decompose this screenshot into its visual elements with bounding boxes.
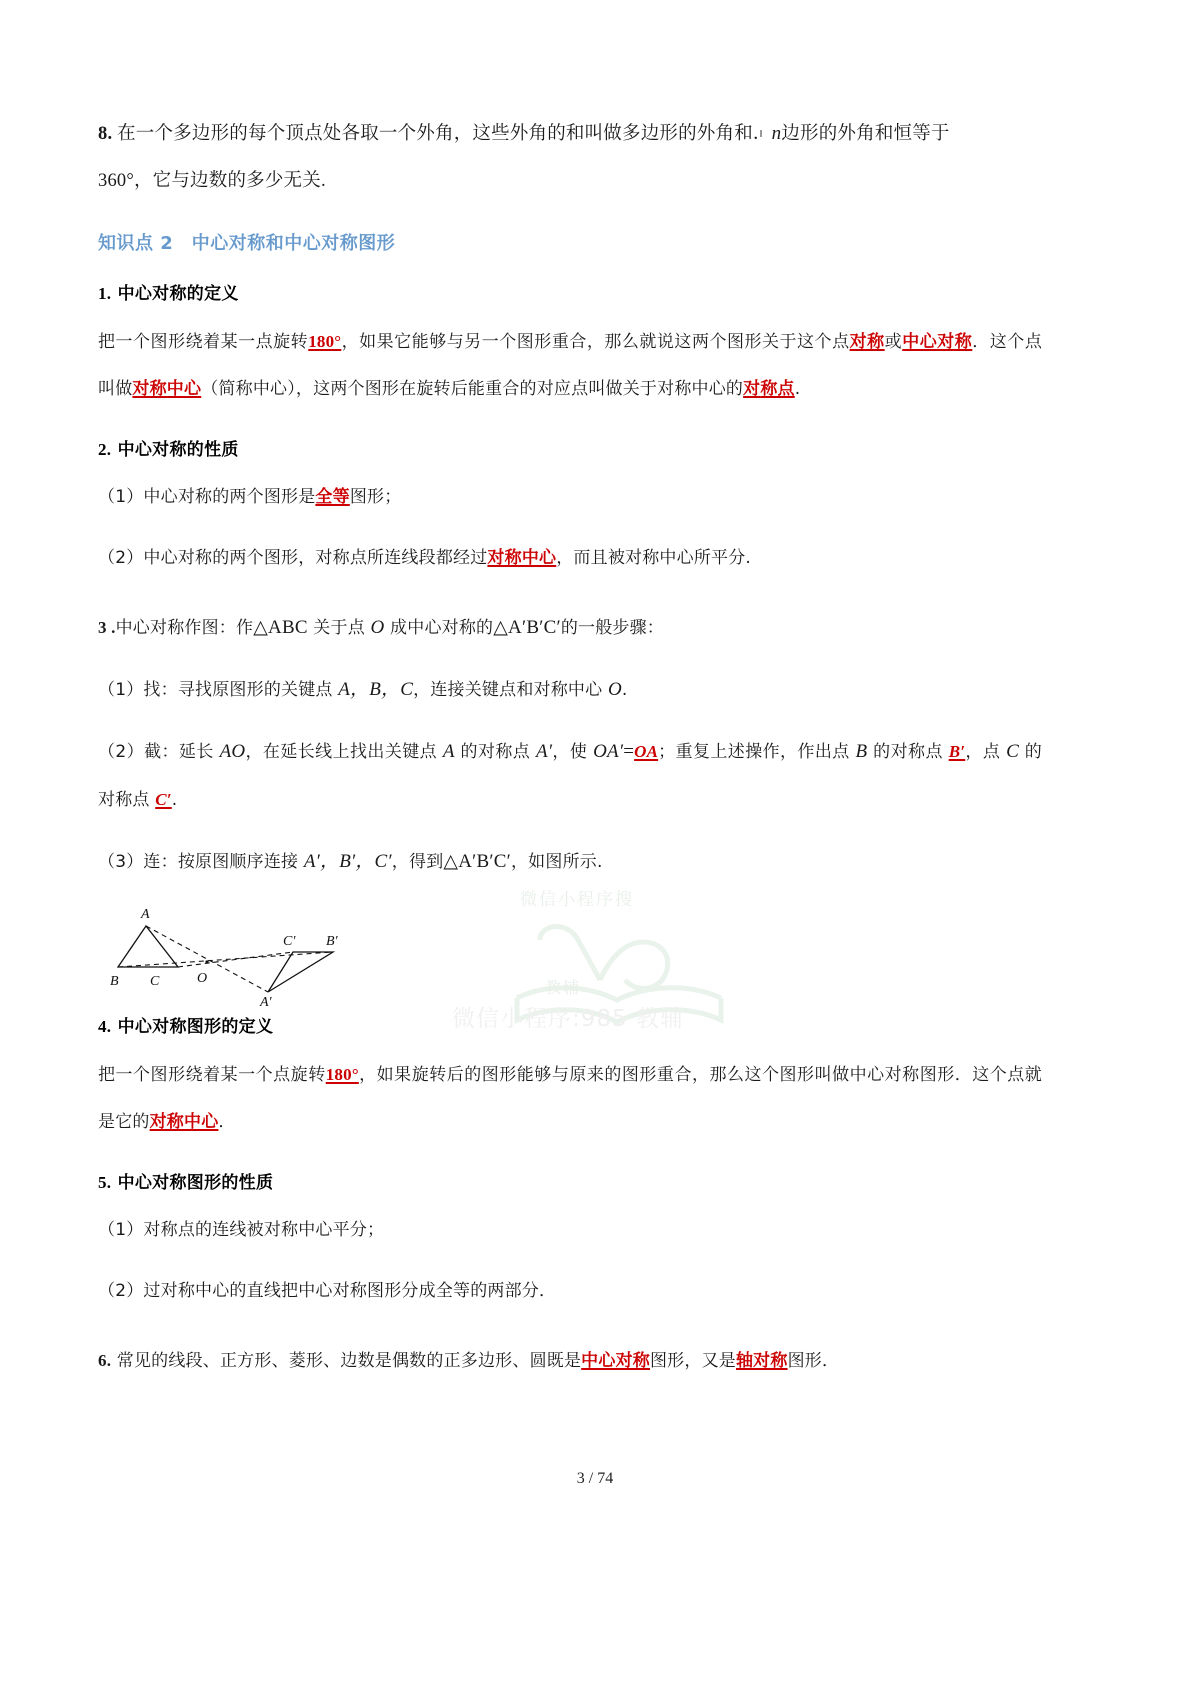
s6-a: 常见的线段、正方形、菱形、边数是偶数的正多边形、圆既是	[116, 1351, 582, 1371]
s4-l1-b: ，如果旋转后的图形能够与原来的图形重合，那么这个图形叫做中心对	[358, 1065, 903, 1085]
section-6-paragraph	[98, 1337, 1042, 1385]
s3-heading-b: 关于点	[307, 618, 371, 638]
section-3-heading	[98, 604, 1042, 652]
knowledge-point-heading: 知识点 2 中心对称和中心对称图形	[98, 233, 396, 254]
s3-step2-g: 点	[925, 742, 949, 762]
s1-l1-c: 或	[884, 332, 903, 352]
s3-step3-c: ，如图所示.	[510, 852, 603, 872]
s6-highlight-zhongxinduichen: 中心对称	[581, 1351, 650, 1371]
s3-step2-d: ，使	[552, 742, 594, 762]
section-2-point-2	[98, 535, 1042, 582]
s3-point-o: O	[370, 617, 385, 638]
section-1-title: 中心对称的定义	[111, 284, 239, 304]
s2-p2-a: （2）中心对称的两个图形，对称点所连线段都经过	[98, 548, 488, 568]
s4-l1-a: 把一个图形绕着某一个点旋转	[98, 1065, 326, 1085]
section-1-index: 1.	[98, 284, 112, 303]
section-4-heading	[98, 1012, 1042, 1037]
item-8-index: 8.	[98, 124, 113, 144]
s3-heading-a: 中心对称作图：作	[115, 618, 254, 638]
section-6-index: 6.	[98, 1351, 112, 1370]
section-1-definition	[98, 318, 1042, 413]
s3-triangle-abc: △ABC	[253, 617, 308, 638]
watermark-brand-text: 教辅	[545, 978, 582, 997]
svg-text:A: A	[141, 907, 150, 922]
s3-step1-points: A，B，C	[338, 679, 414, 700]
s1-highlight-duichen: 对称	[849, 332, 885, 352]
s3-step2-equals: =	[623, 741, 635, 762]
section-5-point-2: （2）过对称中心的直线把中心对称图形分成全等的两部分．	[98, 1281, 557, 1301]
central-symmetry-figure	[108, 892, 508, 1012]
s2-p1-b: 图形；	[349, 487, 402, 507]
section-2-index: 2.	[98, 440, 112, 459]
s1-l3-a: .	[794, 379, 801, 399]
s1-l1-a: 把一个图形绕着某一点旋转	[98, 332, 309, 352]
s2-p2-b: ，而且被对称中心所平分.	[556, 548, 752, 568]
s6-c: 图形．	[787, 1351, 840, 1371]
section-4-title: 中心对称图形的定义	[111, 1017, 274, 1037]
section-5-heading	[98, 1168, 1042, 1193]
s3-highlight-oa: OA	[634, 742, 659, 761]
s3-step2-a: （2）截：延长	[98, 742, 220, 762]
s3-step2-segment-oa-prime: OA′	[593, 741, 624, 762]
s3-highlight-c-prime: C′	[155, 790, 172, 809]
s3-heading-c: 成中心对称的	[384, 618, 494, 638]
svg-text:B′: B′	[326, 934, 338, 949]
s3-heading-d: 的一般步骤：	[560, 618, 665, 638]
s4-l2-b: ．	[218, 1112, 236, 1132]
s1-l1-b: ，如果它能够与另一个图形重合，那么就说这两个图形关于这个点	[341, 332, 850, 352]
s3-step1-b: ，连接关键点和对称中心	[413, 680, 608, 700]
section-2-title: 中心对称的性质	[111, 440, 239, 460]
s1-highlight-chengdian: 称点	[760, 379, 795, 399]
s1-l2-a: ．这个点叫做	[98, 332, 1043, 399]
section-4-index: 4.	[98, 1017, 112, 1036]
s1-highlight-zhongxinduichen: 中心对称	[902, 332, 973, 352]
s1-highlight-180: 180°	[308, 332, 342, 351]
s1-highlight-dui: 对	[743, 379, 761, 399]
s1-highlight-duichenzhongxin: 对称中心	[132, 379, 202, 399]
s3-step3-b: ，得到	[391, 852, 444, 872]
s3-step2-point-b: B	[855, 741, 868, 762]
page-number: 3 / 74	[576, 1470, 614, 1487]
section-5-title: 中心对称图形的性质	[111, 1173, 274, 1193]
s3-highlight-b-prime: B′	[948, 742, 966, 761]
section-5-point-1: （1）对称点的连线被对称中心平分；	[98, 1220, 385, 1240]
svg-text:A′: A′	[260, 995, 272, 1007]
paragraph-item-8	[98, 110, 1042, 205]
s3-step2-c: 的对称点	[454, 742, 537, 762]
figure-container	[98, 892, 1042, 1012]
s3-step3-points: A′，B′，C′	[303, 851, 392, 872]
s1-l2-b: （简称中心），这两个图形在旋转后能重合的对应点叫做关于对称中心的	[201, 379, 744, 399]
section-5-index: 5.	[98, 1173, 112, 1192]
s3-step1-point-o: O	[607, 679, 622, 700]
s3-step2-i: 的对称点	[98, 742, 1042, 810]
section-4-definition	[98, 1051, 1042, 1146]
s6-b: 图形，又是	[649, 1351, 736, 1371]
svg-text:B: B	[110, 974, 119, 989]
s3-step1-a: （1）找：寻找原图形的关键点	[98, 680, 339, 700]
s2-highlight-duichenzhongxin: 对称中心	[487, 548, 557, 568]
s3-step2-e: ；重复上述操作，作出点	[658, 742, 856, 762]
section-2-point-1	[98, 474, 1042, 521]
svg-text:C′: C′	[283, 934, 296, 949]
s2-highlight-quandeng: 全等	[315, 487, 350, 507]
s3-step2-j: .	[171, 790, 178, 810]
s3-step3-triangle: △A′B′C′	[443, 851, 511, 872]
svg-text:C: C	[150, 974, 160, 989]
s3-step2-point-a: A	[442, 741, 455, 762]
section-3-step-1	[98, 666, 1042, 714]
s4-l2-a: 称图形．这个点就是它的	[98, 1065, 1042, 1132]
s2-p1-a: （1）中心对称的两个图形是	[98, 487, 316, 507]
s6-highlight-zhouduichen: 轴对称	[735, 1351, 788, 1371]
watermark-top-text: 微信小程序搜	[520, 890, 634, 910]
svg-text:O: O	[197, 971, 208, 986]
s3-step2-b: ，在延长线上找出关键点	[245, 742, 443, 762]
item-8-text-a: 在一个多边形的每个顶点处各取一个外角，这些外角的和叫做多边形的外角和．	[117, 124, 772, 144]
s3-step3-a: （3）连：按原图顺序连接	[98, 852, 304, 872]
s3-step2-h: ，点	[965, 742, 1007, 762]
page-content	[98, 110, 1042, 1385]
item-8-text-b: 边形的外角和恒等于	[781, 124, 950, 144]
s3-step1-c: .	[621, 680, 628, 700]
s4-highlight-180: 180°	[325, 1065, 359, 1084]
section-2-heading	[98, 435, 1042, 460]
section-3-step-3	[98, 838, 1042, 886]
s3-step2-point-a-prime: A′	[536, 741, 553, 762]
s4-highlight-duichenzhongxin: 对称中心	[149, 1112, 219, 1132]
watermark-bottom-text: 微信小程序:985 教辅	[452, 1006, 684, 1032]
s3-triangle-abc-prime: △A′B′C′	[493, 617, 561, 638]
item-8-variable-n: n	[771, 123, 782, 144]
s3-step2-segment-ao: AO	[219, 741, 246, 762]
item-8-text-c: 360°，它与边数的多少无关.	[98, 171, 326, 191]
s3-step2-point-c: C	[1006, 741, 1019, 762]
section-3-step-2	[98, 728, 1042, 824]
section-3-index: 3 .	[98, 618, 116, 637]
s3-step2-f: 的对称	[867, 742, 926, 762]
section-1-heading	[98, 279, 1042, 304]
